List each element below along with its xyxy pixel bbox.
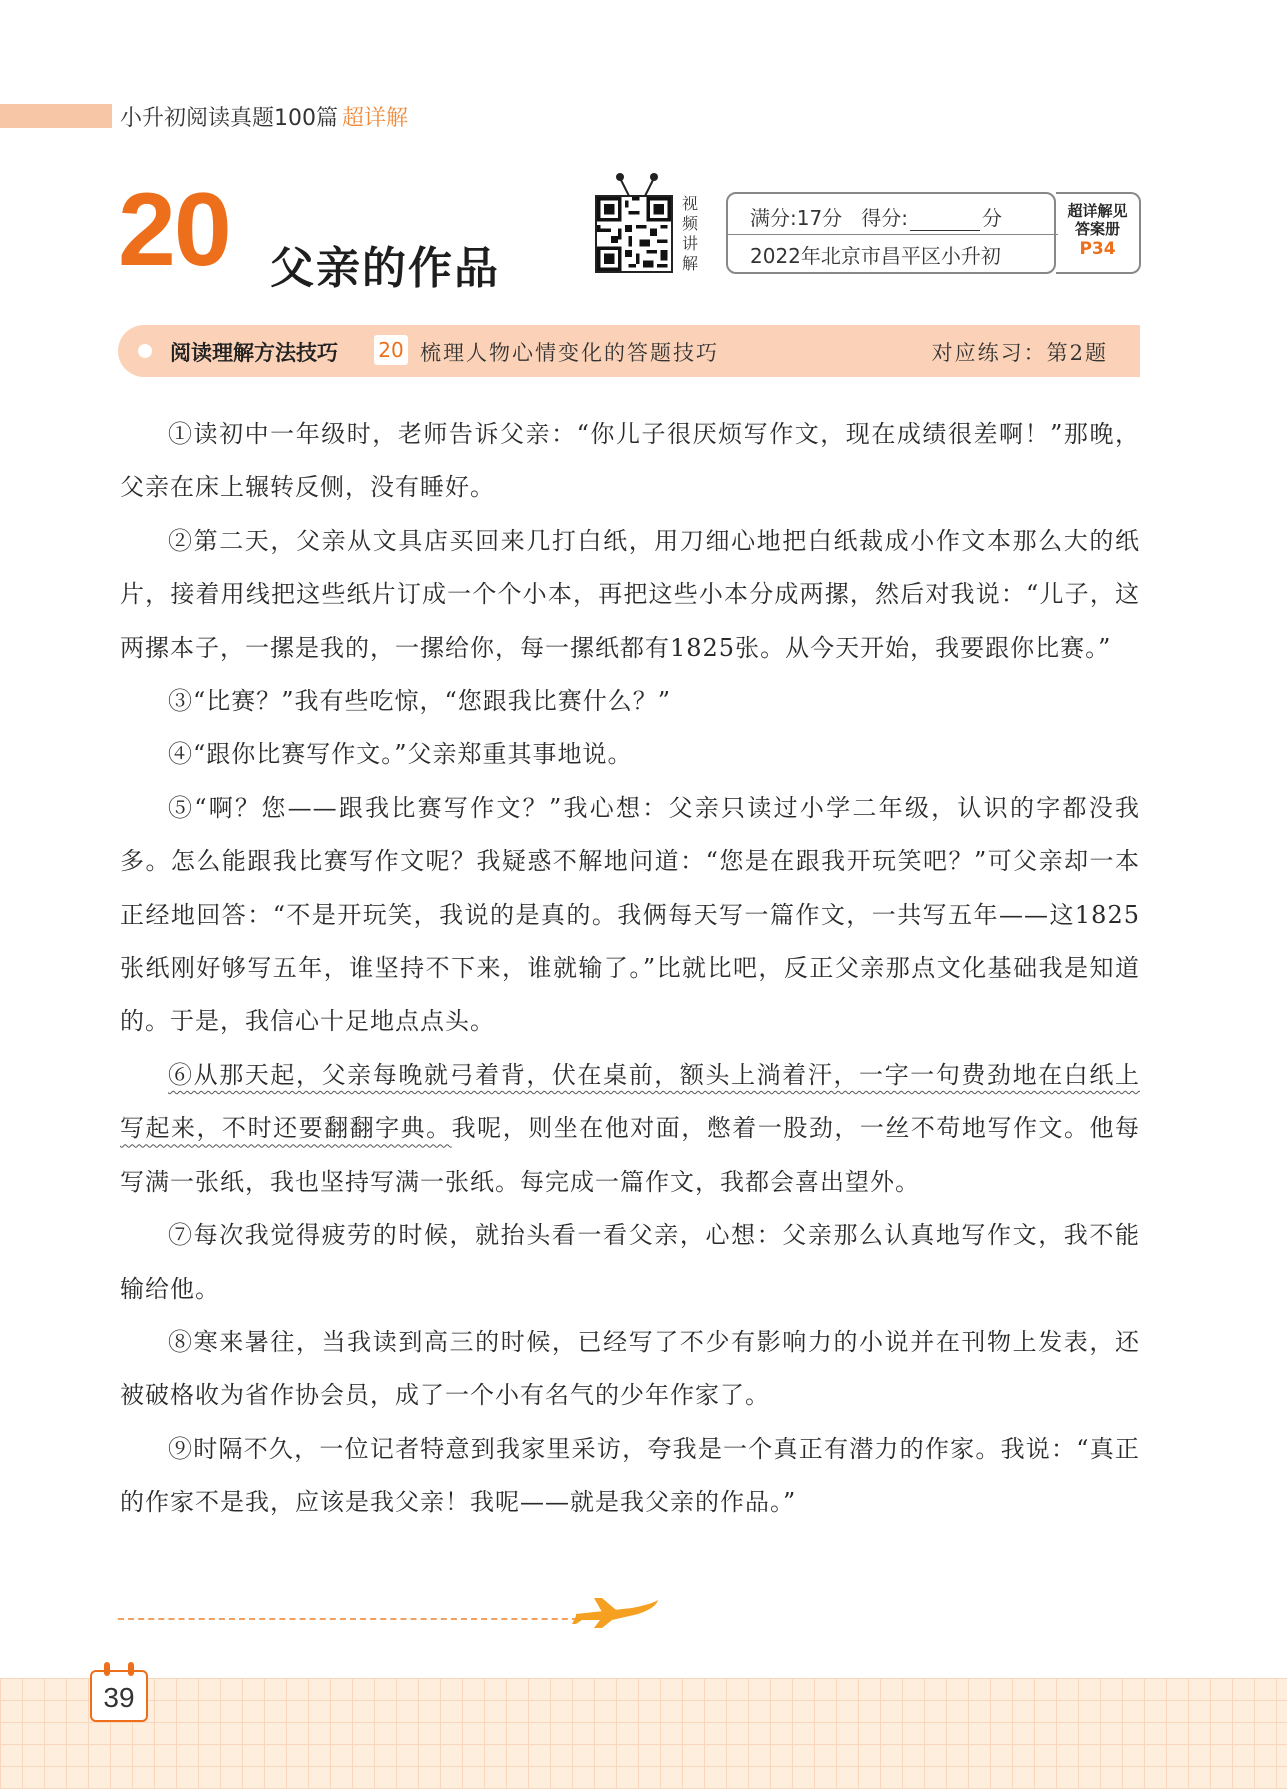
score-divider [728, 234, 1058, 235]
score-blank[interactable] [910, 212, 980, 231]
lesson-number: 20 [118, 172, 230, 288]
paragraph: ③“比赛？”我有些吃惊，“您跟我比赛什么？” [168, 687, 672, 716]
score-box [726, 192, 1056, 274]
page-number [90, 1670, 148, 1722]
answer-reference [1056, 192, 1141, 274]
paragraph: ⑧寒来暑往，当我读到高三的时候，已经写了不少有影响力的小说并在刊物上发表，还被破格收为省作协会员，成了一个小有名气的少年作家了。 [120, 1327, 1140, 1410]
paragraph: ①读初中一年级时，老师告诉父亲：“你儿子很厌烦写作文，现在成绩很差啊！”那晚，父亲在床上辗转反侧，没有睡好。 [120, 420, 1140, 502]
got-score-label: 得分: [861, 206, 909, 230]
qr-label-char: 讲 [681, 234, 698, 253]
article-body [120, 408, 1140, 1530]
paragraph: ④“跟你比赛写作文。”父亲郑重其事地说。 [168, 740, 633, 769]
paragraph-rest: 我呢，则坐在他对面，憋着一股劲，一丝不苟地写作文。他每写满一张纸，我也坚持写满一张纸。每完成一篇作文，我都会喜出望外。 [120, 1114, 1141, 1196]
header-accent-bar [0, 104, 112, 128]
method-text: 梳理人物心情变化的答题技巧 [420, 341, 719, 365]
airplane-icon [572, 1590, 662, 1630]
underlined-sentence: ⑥从那天起，父亲每晚就弓着背，伏在桌前，额头上淌着汗，一字一句费劲地在白纸上写起来，不时还要翻翻字典。 [120, 1060, 1140, 1143]
dashed-divider [118, 1618, 588, 1620]
bullet-dot-icon [138, 344, 152, 358]
paragraph: ⑨时隔不久，一位记者特意到我家里采访，夸我是一个真正有潜力的作家。我说：“真正的作家不是我，应该是我父亲！我呢——就是我父亲的作品。” [120, 1434, 1140, 1517]
page-number-text: 39 [103, 1682, 135, 1713]
score-unit: 分 [982, 206, 1003, 230]
method-practice: 对应练习：第2题 [931, 341, 1108, 365]
method-number: 20 [374, 335, 408, 365]
qr-label-char: 解 [681, 254, 698, 273]
paragraph: ⑦每次我觉得疲劳的时候，就抬头看一看父亲，心想：父亲那么认真地写作文，我不能输给他。 [120, 1221, 1140, 1303]
footer-grid-pattern [0, 1678, 1287, 1789]
answer-line2: 答案册 [1074, 220, 1120, 238]
answer-page: P34 [1079, 239, 1116, 259]
score-row [750, 202, 1002, 231]
video-explain-label [679, 194, 701, 274]
answer-line1: 超详解见 [1067, 202, 1128, 220]
method-heading: 阅读理解方法技巧 [170, 341, 338, 365]
qr-code-icon[interactable] [595, 195, 673, 273]
qr-label-char: 视 [681, 194, 698, 213]
book-title [120, 101, 408, 132]
method-banner [118, 325, 1140, 377]
paragraph: ②第二天，父亲从文具店买回来几打白纸，用刀细心地把白纸裁成小作文本那么大的纸片，接着用线把这些纸片订成一个个小本，再把这些小本分成两摞，然后对我说：“儿子，这两摞本子，一摞是我的，一摞给你，每一摞纸都有1825张。从今天开始，我要跟你比赛。” [120, 526, 1140, 662]
exam-source: 2022年北京市昌平区小升初 [750, 244, 1001, 268]
lesson-title: 父亲的作品 [270, 243, 500, 294]
full-score: 满分:17分 [750, 206, 843, 230]
book-title-accent: 超详解 [342, 106, 409, 131]
book-title-text: 小升初阅读真题100篇 [120, 106, 338, 131]
qr-label-char: 频 [681, 214, 698, 233]
paragraph: ⑤“啊？您——跟我比赛写作文？”我心想：父亲只读过小学二年级，认识的字都没我多。怎么能跟我比赛写作文呢？我疑惑不解地问道：“您是在跟我开玩笑吧？”可父亲却一本正经地回答：“不是开玩笑，我说的是真的。我俩每天写一篇作文，一共写五年——这1825张纸刚好够写五年，谁坚持不下来，谁就输了。”比就比吧，反正父亲那点文化基础我是知道的。于是，我信心十足地点点头。 [120, 793, 1140, 1036]
paragraph [120, 1049, 1140, 1209]
